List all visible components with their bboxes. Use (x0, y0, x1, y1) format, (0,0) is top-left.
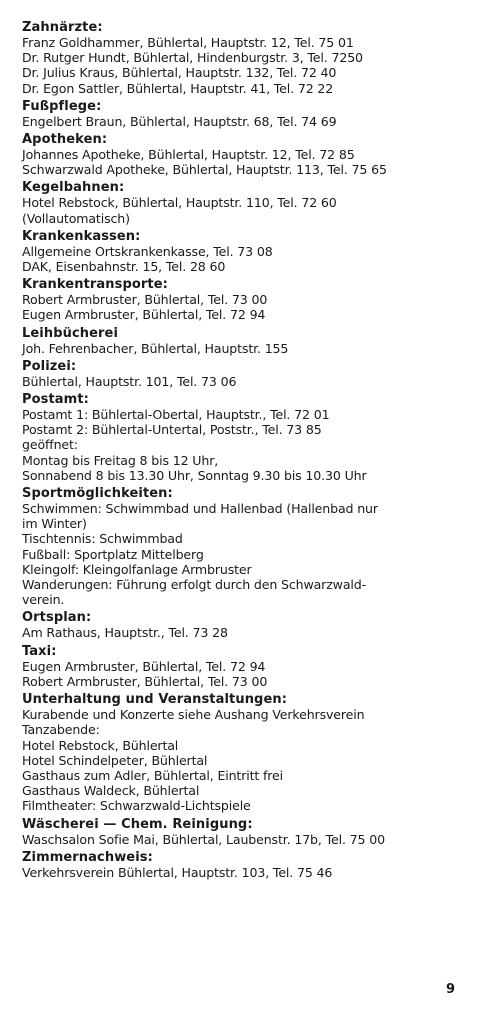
entry-line: Dr. Julius Kraus, Bühlertal, Hauptstr. 132, Tel. 72 40 (22, 65, 337, 81)
entry-line: Bühlertal, Hauptstr. 101, Tel. 73 06 (22, 373, 237, 389)
section-wäscherei-chem-reinigung (22, 817, 464, 847)
section-leihbücherei (22, 326, 464, 356)
section-heading: Krankenkassen: (22, 228, 141, 244)
section-heading: Zahnärzte: (22, 20, 103, 35)
section-heading: Kegelbahnen: (22, 180, 125, 196)
section-krankenkassen (22, 229, 464, 274)
section-heading: Leihbücherei (22, 325, 119, 341)
section-heading: Sportmöglichkeiten: (22, 486, 173, 502)
entry-line: Verkehrsverein Bühlertal, Hauptstr. 103, Tel. 75 46 (22, 864, 333, 880)
entry-line: Hotel Rebstock, Bühlertal, Hauptstr. 110, Tel. 72 60 (22, 195, 337, 211)
entry-line: Fußball: Sportplatz Mittelberg (22, 546, 204, 562)
entry-line: Robert Armbruster, Bühlertal, Tel. 73 00 (22, 673, 268, 689)
entry-line: Schwimmen: Schwimmbad und Hallenbad (Hallenbad nur (22, 501, 378, 517)
entry-line: Kleingolf: Kleingolfanlage Armbruster (22, 561, 252, 577)
entry-line: Franz Goldhammer, Bühlertal, Hauptstr. 12, Tel. 75 01 (22, 35, 354, 50)
entry-line: Johannes Apotheke, Bühlertal, Hauptstr. 12, Tel. 72 85 (22, 147, 355, 163)
entry-line: Robert Armbruster, Bühlertal, Tel. 73 00 (22, 292, 268, 308)
entry-line: (Vollautomatisch) (22, 210, 130, 226)
entry-line: Hotel Schindelpeter, Bühlertal (22, 752, 208, 768)
section-heading: Wäscherei — Chem. Reinigung: (22, 816, 253, 832)
section-heading: Taxi: (22, 643, 57, 659)
entry-line: Joh. Fehrenbacher, Bühlertal, Hauptstr. 155 (22, 340, 289, 356)
section-heading: Polizei: (22, 358, 77, 374)
entry-line: Am Rathaus, Hauptstr., Tel. 73 28 (22, 625, 228, 641)
entry-line: Hotel Rebstock, Bühlertal (22, 737, 179, 753)
entry-line: Tanzabende: (22, 722, 100, 738)
entry-line: Dr. Rutger Hundt, Bühlertal, Hindenburgstr. 3, Tel. 7250 (22, 50, 363, 66)
entry-line: im Winter) (22, 516, 87, 532)
entry-line: Waschsalon Sofie Mai, Bühlertal, Laubenstr. 17b, Tel. 75 00 (22, 831, 385, 847)
section-heading: Zimmernachweis: (22, 849, 153, 865)
entry-line: Gasthaus zum Adler, Bühlertal, Eintritt frei (22, 767, 284, 783)
entry-line: Postamt 2: Bühlertal-Untertal, Poststr., Tel. 73 85 (22, 422, 322, 438)
entry-line: geöffnet: (22, 437, 78, 453)
entry-line: Engelbert Braun, Bühlertal, Hauptstr. 68, Tel. 74 69 (22, 113, 337, 129)
section-unterhaltung-und-veranstaltungen (22, 692, 464, 813)
section-heading: Fußpflege: (22, 98, 102, 114)
section-heading: Apotheken: (22, 132, 108, 148)
entry-line: Sonnabend 8 bis 13.30 Uhr, Sonntag 9.30 bis 10.30 Uhr (22, 467, 367, 483)
section-polizei (22, 359, 464, 389)
section-postamt (22, 392, 464, 483)
entry-line: Eugen Armbruster, Bühlertal, Tel. 72 94 (22, 658, 266, 674)
entry-line: Schwarzwald Apotheke, Bühlertal, Hauptstr. 113, Tel. 75 65 (22, 162, 387, 178)
section-krankentransporte (22, 277, 464, 322)
section-heading: Unterhaltung und Veranstaltungen: (22, 692, 288, 708)
directory-page (22, 20, 464, 883)
section-heading: Ortsplan: (22, 610, 92, 626)
page-number: 9 (446, 982, 456, 997)
entry-line: verein. (22, 592, 65, 608)
entry-line: Eugen Armbruster, Bühlertal, Tel. 72 94 (22, 307, 266, 323)
entry-line: Wanderungen: Führung erfolgt durch den Schwarzwald- (22, 577, 366, 593)
section-heading: Krankentransporte: (22, 277, 168, 293)
section-fußpflege (22, 99, 464, 129)
entry-line: Allgemeine Ortskrankenkasse, Tel. 73 08 (22, 243, 273, 259)
entry-line: Postamt 1: Bühlertal-Obertal, Hauptstr., Tel. 72 01 (22, 407, 330, 423)
section-kegelbahnen (22, 180, 464, 225)
section-ortsplan (22, 610, 464, 640)
section-heading: Postamt: (22, 392, 89, 408)
section-zimmernachweis (22, 850, 464, 880)
entry-line: Dr. Egon Sattler, Bühlertal, Hauptstr. 41, Tel. 72 22 (22, 80, 334, 96)
section-taxi (22, 644, 464, 689)
entry-line: Filmtheater: Schwarzwald-Lichtspiele (22, 798, 251, 814)
entry-line: Montag bis Freitag 8 bis 12 Uhr, (22, 452, 219, 468)
section-apotheken (22, 132, 464, 177)
entry-line: Tischtennis: Schwimmbad (22, 531, 183, 547)
section-sportmöglichkeiten (22, 486, 464, 607)
section-zahnärzte (22, 20, 464, 96)
entry-line: Kurabende und Konzerte siehe Aushang Verkehrsverein (22, 707, 365, 723)
entry-line: DAK, Eisenbahnstr. 15, Tel. 28 60 (22, 259, 226, 275)
entry-line: Gasthaus Waldeck, Bühlertal (22, 783, 200, 799)
